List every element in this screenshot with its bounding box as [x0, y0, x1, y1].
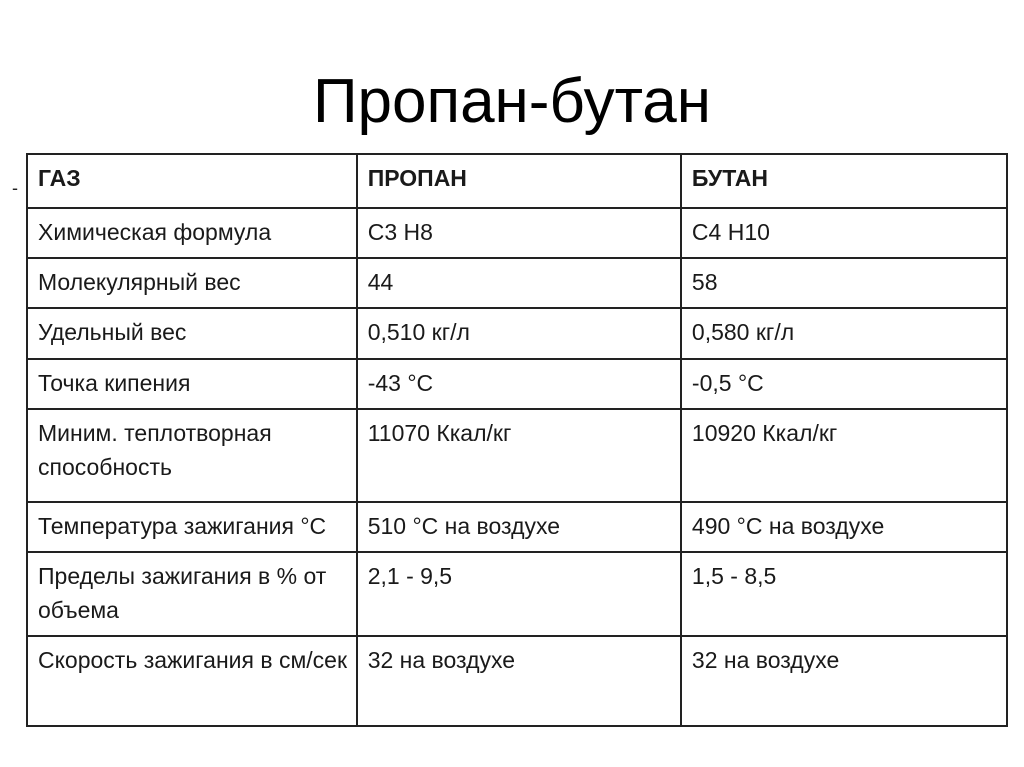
propane-value: 2,1 - 9,5 — [357, 552, 681, 636]
butane-value: -0,5 °C — [681, 359, 1007, 409]
gas-properties-table — [26, 153, 1008, 727]
butane-value: 1,5 - 8,5 — [681, 552, 1007, 636]
butane-value: 490 °C на воздухе — [681, 502, 1007, 552]
header-propane: ПРОПАН — [357, 154, 681, 208]
header-butane: БУТАН — [681, 154, 1007, 208]
property-label: Миним. теплотворная способность — [27, 409, 357, 502]
table-row — [27, 552, 1007, 636]
butane-value: 10920 Ккал/кг — [681, 409, 1007, 502]
table-row — [27, 636, 1007, 726]
table-header-row — [27, 154, 1007, 208]
table-row — [27, 308, 1007, 359]
table-row — [27, 258, 1007, 308]
property-label: Молекулярный вес — [27, 258, 357, 308]
property-label: Скорость зажигания в см/сек — [27, 636, 357, 726]
bullet-dash: - — [12, 178, 18, 198]
propane-value: 0,510 кг/л — [357, 308, 681, 359]
propane-value: 32 на воздухе — [357, 636, 681, 726]
table-row — [27, 502, 1007, 552]
propane-value: C3 H8 — [357, 208, 681, 258]
propane-value: -43 °C — [357, 359, 681, 409]
butane-value: 32 на воздухе — [681, 636, 1007, 726]
property-label: Точка кипения — [27, 359, 357, 409]
table-row — [27, 208, 1007, 258]
propane-value: 44 — [357, 258, 681, 308]
butane-value: C4 H10 — [681, 208, 1007, 258]
table-row — [27, 359, 1007, 409]
property-label: Пределы зажигания в % от объема — [27, 552, 357, 636]
table-row — [27, 409, 1007, 502]
propane-value: 510 °C на воздухе — [357, 502, 681, 552]
page-title: Пропан-бутан — [312, 67, 712, 136]
butane-value: 0,580 кг/л — [681, 308, 1007, 359]
property-label: Удельный вес — [27, 308, 357, 359]
property-label: Химическая формула — [27, 208, 357, 258]
propane-value: 11070 Ккал/кг — [357, 409, 681, 502]
butane-value: 58 — [681, 258, 1007, 308]
property-label: Температура зажигания °C — [27, 502, 357, 552]
header-gas: ГАЗ — [27, 154, 357, 208]
